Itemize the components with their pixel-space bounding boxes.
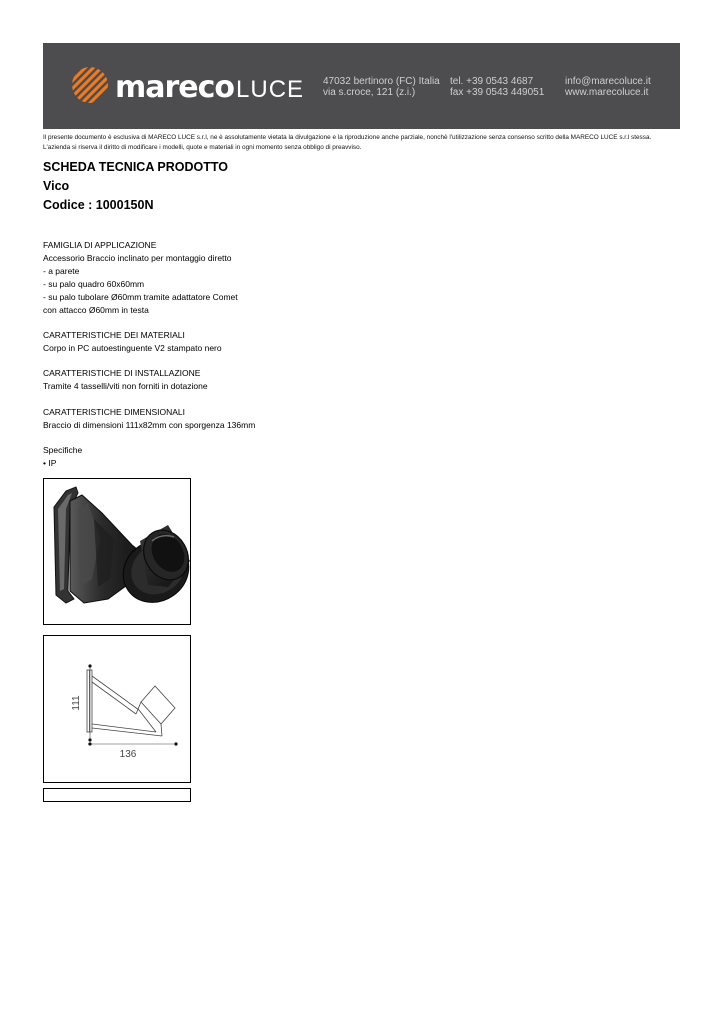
disclaimer bbox=[43, 133, 651, 153]
section-specifiche bbox=[43, 444, 82, 470]
brand-name-light: LUCE bbox=[236, 76, 305, 103]
company-address bbox=[323, 76, 440, 98]
section-heading: CARATTERISTICHE DIMENSIONALI bbox=[43, 407, 185, 417]
company-phone bbox=[450, 76, 544, 98]
section-dimensionali bbox=[43, 406, 255, 432]
header-bar bbox=[43, 43, 680, 129]
section-heading: Specifiche bbox=[43, 445, 83, 455]
email-link[interactable]: info@marecoluce.it bbox=[565, 76, 651, 87]
address-line: 47032 bertinoro (FC) Italia bbox=[323, 76, 440, 87]
section-line: con attacco Ø60mm in testa bbox=[43, 305, 149, 315]
address-line: via s.croce, 121 (z.i.) bbox=[323, 87, 416, 98]
fax-line: fax +39 0543 449051 bbox=[450, 87, 545, 98]
section-materiali bbox=[43, 329, 222, 355]
section-famiglia bbox=[43, 239, 238, 317]
drawing-height-label: 111 bbox=[71, 695, 82, 711]
disclaimer-line: L'azienda si riserva il diritto di modificare i modelli, quote e materiali in ogni momento senza obbligo di preavviso. bbox=[43, 144, 362, 151]
product-name: Vico bbox=[43, 179, 70, 193]
section-line: - a parete bbox=[43, 266, 80, 276]
drawing-width-label: 136 bbox=[119, 749, 137, 760]
product-photo bbox=[44, 479, 190, 624]
brand-name bbox=[115, 70, 304, 104]
section-line: Braccio di dimensioni 111x82mm con sporgenza 136mm bbox=[43, 420, 256, 430]
company-web bbox=[565, 76, 651, 98]
disclaimer-line: Il presente documento è esclusiva di MARECO LUCE s.r.l, ne è assolutamente vietata la divulgazione e la riproduzione anche parziale, nonchè l'utilizzazione senza consenso scritto della MARECO LUCE s.r.l stessa. bbox=[43, 134, 652, 141]
technical-drawing bbox=[44, 636, 190, 782]
product-photo-frame bbox=[43, 478, 191, 625]
brand-name-bold: mareco bbox=[115, 70, 235, 105]
mareco-logo-icon bbox=[70, 65, 110, 105]
section-line: Tramite 4 tasselli/viti non forniti in dotazione bbox=[43, 381, 208, 391]
section-heading: CARATTERISTICHE DI INSTALLAZIONE bbox=[43, 368, 201, 378]
website-link[interactable]: www.marecoluce.it bbox=[565, 87, 649, 98]
product-code: Codice : 1000150N bbox=[43, 198, 154, 212]
section-line: - su palo quadro 60x60mm bbox=[43, 279, 145, 289]
section-line: Corpo in PC autoestinguente V2 stampato nero bbox=[43, 343, 222, 353]
section-heading: CARATTERISTICHE DEI MATERIALI bbox=[43, 330, 185, 340]
section-line: • IP bbox=[43, 458, 57, 468]
phone-line: tel. +39 0543 4687 bbox=[450, 76, 534, 87]
sheet-title: SCHEDA TECNICA PRODOTTO bbox=[43, 160, 228, 174]
section-line: Accessorio Braccio inclinato per montaggio diretto bbox=[43, 253, 232, 263]
technical-drawing-frame bbox=[43, 635, 191, 783]
section-installazione bbox=[43, 367, 208, 393]
section-line: - su palo tubolare Ø60mm tramite adattatore Comet bbox=[43, 292, 238, 302]
empty-table-row bbox=[43, 788, 191, 802]
section-heading: FAMIGLIA DI APPLICAZIONE bbox=[43, 240, 157, 250]
